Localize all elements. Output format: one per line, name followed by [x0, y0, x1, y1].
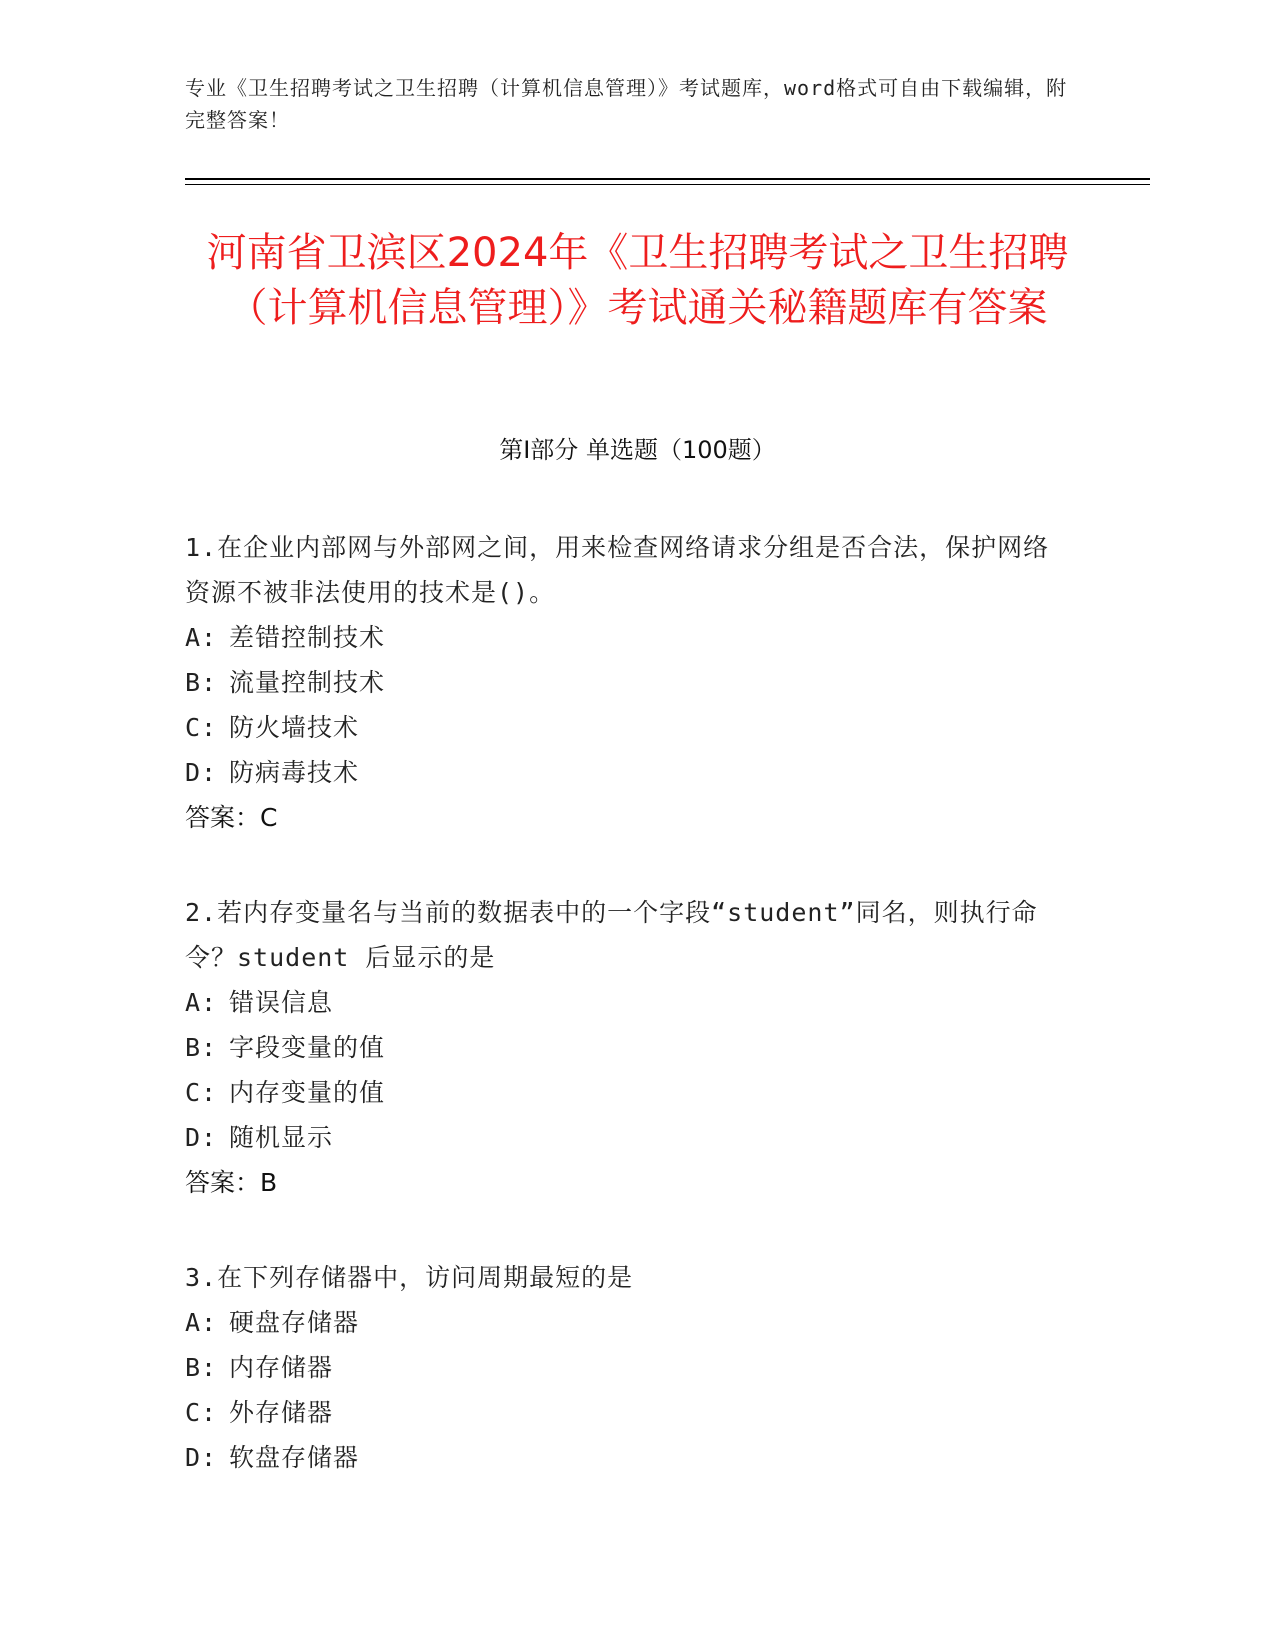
option-letter: B: [185, 668, 218, 697]
option-letter: B: [185, 1033, 218, 1062]
header-divider-thin [185, 184, 1150, 185]
option-d [185, 750, 1075, 795]
option-b [185, 660, 1075, 705]
option-c [185, 705, 1075, 750]
option-text: 外存储器 [229, 1398, 334, 1427]
option-a [185, 1300, 1075, 1345]
option-text: 错误信息 [229, 988, 334, 1017]
option-a [185, 980, 1075, 1025]
option-letter: C: [185, 1078, 218, 1107]
question-stem: 1.在企业内部网与外部网之间，用来检查网络请求分组是否合法，保护网络资源不被非法使用的技术是()。 [185, 533, 1050, 607]
question-2 [185, 890, 1075, 1205]
option-a [185, 615, 1075, 660]
option-c [185, 1070, 1075, 1115]
option-d [185, 1115, 1075, 1160]
question-3 [185, 1255, 1075, 1480]
option-text: 字段变量的值 [229, 1033, 386, 1062]
document-title: 河南省卫滨区2024年《卫生招聘考试之卫生招聘（计算机信息管理）》考试通关秘籍题库有答案 [206, 230, 1069, 331]
option-letter: C: [185, 713, 218, 742]
question-list [185, 525, 1075, 1530]
option-text: 内存储器 [229, 1353, 334, 1382]
question-1 [185, 525, 1075, 840]
option-b [185, 1345, 1075, 1390]
option-letter: B: [185, 1353, 218, 1382]
option-letter: A: [185, 1308, 218, 1337]
option-letter: C: [185, 1398, 218, 1427]
option-text: 软盘存储器 [229, 1443, 360, 1472]
option-text: 防火墙技术 [229, 713, 360, 742]
option-b [185, 1025, 1075, 1070]
option-text: 内存变量的值 [229, 1078, 386, 1107]
header-divider-thick [185, 178, 1150, 180]
option-d [185, 1435, 1075, 1480]
option-letter: D: [185, 1443, 218, 1472]
option-letter: A: [185, 988, 218, 1017]
option-text: 硬盘存储器 [229, 1308, 360, 1337]
question-stem: 2.若内存变量名与当前的数据表中的一个字段“student”同名，则执行命令？student 后显示的是 [185, 898, 1038, 972]
question-stem: 3.在下列存储器中，访问周期最短的是 [185, 1263, 634, 1292]
option-letter: D: [185, 758, 218, 787]
option-letter: D: [185, 1123, 218, 1152]
option-letter: A: [185, 623, 218, 652]
answer-line: 答案：C [185, 803, 278, 832]
option-c [185, 1390, 1075, 1435]
option-text: 流量控制技术 [229, 668, 386, 697]
option-text: 差错控制技术 [229, 623, 386, 652]
option-text: 防病毒技术 [229, 758, 360, 787]
header-note: 专业《卫生招聘考试之卫生招聘（计算机信息管理）》考试题库，word格式可自由下载编辑，附完整答案！ [185, 76, 1068, 132]
answer-line: 答案：B [185, 1168, 278, 1197]
option-text: 随机显示 [229, 1123, 334, 1152]
section-heading: 第I部分 单选题（100题） [499, 436, 776, 464]
